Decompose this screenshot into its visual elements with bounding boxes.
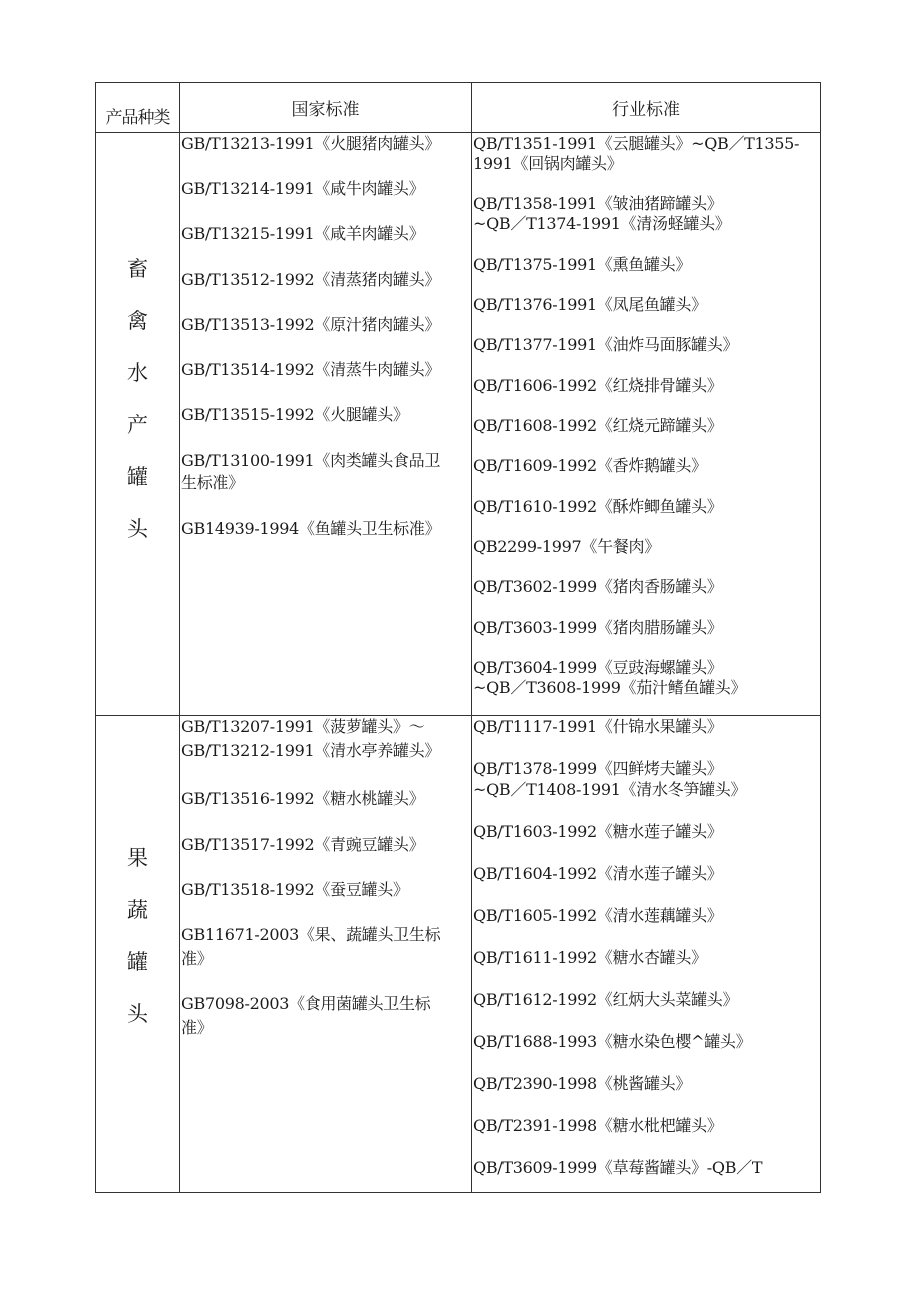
standard-entry-cont: 1991《回锅肉罐头》: [473, 154, 623, 173]
standard-entry: GB14939-1994《鱼罐头卫生标准》: [181, 519, 441, 538]
standard-entry: QB/T1606-1992《红烧排骨罐头》: [473, 376, 723, 395]
category-char: 畜: [127, 257, 148, 281]
standard-entry: GB/T13518-1992《蚕豆罐头》: [181, 880, 409, 899]
standard-entry: GB/T13513-1992《原汁猪肉罐头》: [181, 315, 441, 334]
standard-entry: GB/T13514-1992《清蒸牛肉罐头》: [181, 360, 441, 379]
standard-entry: QB/T3609-1999《草莓酱罐头》-QB／T: [473, 1158, 763, 1177]
category-char: 罐: [127, 950, 148, 974]
standard-entry: GB/T13517-1992《青豌豆罐头》: [181, 835, 425, 854]
standard-entry: QB/T1688-1993《糖水染色樱^罐头》: [473, 1032, 752, 1051]
standard-entry: QB/T1358-1991《皱油猪蹄罐头》: [473, 194, 723, 213]
category-char: 罐: [127, 465, 148, 489]
standard-entry: QB/T1608-1992《红烧元蹄罐头》: [473, 416, 723, 435]
standards-table: [95, 82, 821, 1193]
category-char: 头: [127, 1002, 148, 1026]
category-char: 水: [127, 361, 148, 385]
national-cell-meat: [180, 133, 472, 716]
category-char: 产: [127, 413, 148, 437]
category-char: 头: [127, 517, 148, 541]
standard-entry: QB/T3602-1999《猪肉香肠罐头》: [473, 577, 723, 596]
standard-entry: GB/T13207-1991《菠萝罐头》～: [181, 717, 425, 736]
standard-entry: GB/T13515-1992《火腿罐头》: [181, 405, 409, 424]
header-national: 国家标准: [180, 83, 472, 133]
standard-entry-cont: 生标准》: [181, 473, 244, 492]
category-char: 果: [127, 846, 148, 870]
category-cell-meat: [96, 133, 180, 716]
header-industry: 行业标准: [472, 83, 821, 133]
standard-entry: GB/T13512-1992《清蒸猪肉罐头》: [181, 270, 441, 289]
standard-entry: GB/T13213-1991《火腿猪肉罐头》: [181, 134, 441, 153]
standard-entry: QB/T2390-1998《桃酱罐头》: [473, 1074, 692, 1093]
industry-cell-meat: [472, 133, 821, 716]
standard-entry: QB/T1603-1992《糖水莲子罐头》: [473, 822, 723, 841]
header-category: 产品种类: [96, 83, 180, 133]
standard-entry: QB/T3603-1999《猪肉腊肠罐头》: [473, 618, 723, 637]
standard-entry: QB/T1376-1991《凤尾鱼罐头》: [473, 295, 707, 314]
standard-entry: QB/T1610-1992《酥炸鲫鱼罐头》: [473, 497, 723, 516]
standard-entry-cont: ~QB／T1374-1991《清汤蛏罐头》: [473, 214, 731, 233]
standard-entry: QB/T2391-1998《糖水枇杷罐头》: [473, 1116, 723, 1135]
standard-entry: QB/T1351-1991《云腿罐头》~QB／T1355-: [473, 134, 800, 153]
standard-entry: QB/T1605-1992《清水莲藕罐头》: [473, 906, 723, 925]
section-row-fruit-veg: [96, 716, 821, 1193]
standard-entry: QB/T1375-1991《熏鱼罐头》: [473, 255, 692, 274]
standard-entry: GB11671-2003《果、蔬罐头卫生标: [181, 925, 441, 944]
standard-entry-cont: ~QB／T1408-1991《清水冬笋罐头》: [473, 780, 747, 799]
standard-entry: GB/T13100-1991《肉类罐头食品卫: [181, 451, 441, 470]
standard-entry: QB/T1377-1991《油炸马面豚罐头》: [473, 335, 739, 354]
category-char: 蔬: [127, 898, 148, 922]
standard-entry: GB7098-2003《食用菌罐头卫生标: [181, 994, 431, 1013]
national-cell-fruit-veg: [180, 716, 472, 1193]
standard-entry-cont: 准》: [181, 1018, 213, 1037]
standard-entry: GB/T13214-1991《咸牛肉罐头》: [181, 179, 425, 198]
industry-cell-fruit-veg: [472, 716, 821, 1193]
standard-entry: GB/T13215-1991《咸羊肉罐头》: [181, 224, 425, 243]
standard-entry: QB/T1117-1991《什锦水果罐头》: [473, 717, 723, 736]
standard-entry: QB/T1611-1992《糖水杏罐头》: [473, 948, 707, 967]
standard-entry: QB2299-1997《午餐肉》: [473, 537, 660, 556]
section-row-meat: [96, 133, 821, 716]
header-row: [96, 83, 821, 133]
standard-entry-cont: GB/T13212-1991《清水亭养罐头》: [181, 741, 441, 760]
category-cell-fruit-veg: [96, 716, 180, 1193]
category-char: 禽: [127, 309, 148, 333]
standard-entry: QB/T1612-1992《红炳大头菜罐头》: [473, 990, 739, 1009]
standard-entry: QB/T1378-1999《四鲜烤夫罐头》: [473, 759, 723, 778]
standard-entry-cont: ~QB／T3608-1999《茄汁鳍鱼罐头》: [473, 678, 747, 697]
standard-entry: QB/T3604-1999《豆豉海螺罐头》: [473, 658, 723, 677]
standard-entry-cont: 准》: [181, 949, 213, 968]
standard-entry: QB/T1604-1992《清水莲子罐头》: [473, 864, 723, 883]
standard-entry: QB/T1609-1992《香炸鹅罐头》: [473, 456, 707, 475]
standard-entry: GB/T13516-1992《糖水桃罐头》: [181, 789, 425, 808]
